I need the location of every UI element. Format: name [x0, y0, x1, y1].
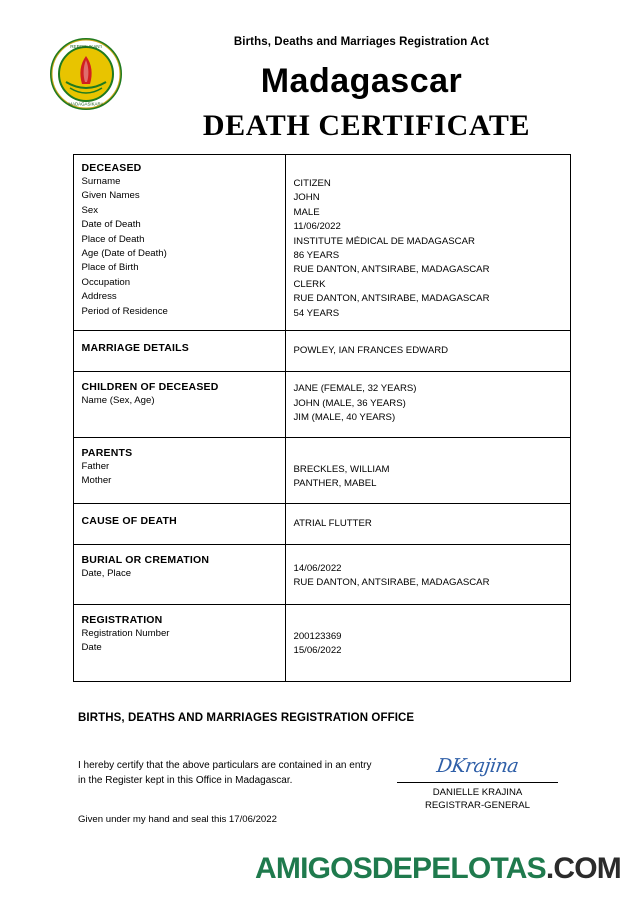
table-row-registration: [73, 604, 570, 681]
value-surname: CITIZEN: [293, 178, 331, 189]
label-father: Father: [81, 460, 110, 472]
deceased-values-spacer: [294, 162, 562, 177]
value-father: BRECKLES, WILLIAM: [293, 463, 390, 475]
table-row-parents: [73, 437, 570, 503]
burial-label-cell: [73, 544, 285, 604]
value-burial-place: RUE DANTON, ANTSIRABE, MADAGASCAR: [293, 577, 490, 589]
national-seal-icon: [50, 38, 122, 110]
svg-text:REPOBLIKAN'I: REPOBLIKAN'I: [70, 44, 102, 49]
marriage-label-cell: [73, 331, 285, 372]
signature-block: [395, 750, 560, 812]
deceased-values-cell: [285, 155, 570, 331]
certification-line-2: in the Register kept in this Office in Madagascar.: [78, 774, 293, 786]
table-row-children: [73, 372, 570, 437]
burial-values-cell: [285, 544, 570, 604]
certification-line-1: I hereby certify that the above particulars are contained in an entry: [78, 759, 372, 771]
label-given-names: Given Names: [81, 190, 140, 202]
registrar-name: DANIELLE KRAJINA: [432, 786, 523, 798]
parents-values-cell: [285, 437, 570, 503]
table-row-deceased: [73, 155, 570, 331]
cause-value-cell: [285, 503, 570, 544]
parents-labels-cell: [73, 437, 285, 503]
label-place-of-death: Place of Death: [81, 233, 145, 245]
value-child-2: JOHN (MALE, 36 YEARS): [293, 397, 406, 409]
label-period-of-residence: Period of Residence: [81, 305, 168, 317]
svg-text:MADAGASIKARA: MADAGASIKARA: [68, 101, 104, 107]
value-child-1: JANE (FEMALE, 32 YEARS): [293, 383, 417, 395]
value-registration-number: 200123369: [293, 630, 342, 642]
value-child-3: JIM (MALE, 40 YEARS): [293, 412, 396, 424]
value-place-of-birth: RUE DANTON, ANTSIRABE, MADAGASCAR: [293, 264, 490, 276]
registration-labels-cell: [73, 604, 285, 681]
label-age-at-death: Age (Date of Death): [81, 248, 167, 260]
value-registration-date: 15/06/2022: [293, 645, 342, 657]
registration-values-spacer: [294, 615, 562, 630]
value-address: RUE DANTON, ANTSIRABE, MADAGASCAR: [293, 293, 490, 305]
parents-values-spacer: [294, 448, 562, 463]
label-registration-date: Date: [81, 642, 102, 654]
document-title: DEATH CERTIFICATE: [202, 109, 531, 142]
label-child-name-sex-age: Name (Sex, Age): [81, 395, 155, 407]
label-burial-date-place: Date, Place: [81, 567, 132, 579]
section-title-burial: BURIAL OR CREMATION: [81, 553, 210, 566]
value-sex: MALE: [293, 206, 320, 218]
table-row-burial: [73, 544, 570, 604]
registration-values-cell: [285, 604, 570, 681]
section-title-children: CHILDREN OF DECEASED: [81, 381, 219, 394]
children-label-cell: [73, 372, 285, 437]
value-date-of-death: 11/06/2022: [293, 221, 341, 233]
value-occupation: CLERK: [293, 278, 326, 290]
label-mother: Mother: [81, 475, 112, 487]
label-place-of-birth: Place of Birth: [81, 262, 139, 274]
children-values-cell: [285, 372, 570, 437]
label-sex: Sex: [81, 204, 99, 216]
registrar-role: REGISTRAR-GENERAL: [424, 799, 531, 811]
value-given-names: JOHN: [293, 192, 320, 204]
value-mother: PANTHER, MABEL: [293, 478, 377, 490]
value-burial-date: 14/06/2022: [293, 562, 342, 574]
table-row-marriage: [73, 331, 570, 372]
section-title-deceased: DECEASED: [81, 162, 142, 174]
section-title-registration: REGISTRATION: [81, 613, 163, 626]
signature-image: DKrajina: [435, 754, 520, 777]
given-under-hand-text: Given under my hand and seal this 17/06/2022: [78, 813, 277, 825]
value-marriage-details: POWLEY, IAN FRANCES EDWARD: [293, 345, 449, 357]
watermark-name: AMIGOSDEPELOTAS: [255, 852, 546, 885]
certification-block: [78, 754, 568, 848]
label-surname: Surname: [81, 176, 121, 187]
site-watermark: [0, 852, 643, 886]
value-age-at-death: 86 YEARS: [293, 250, 340, 262]
watermark-tld: .COM: [545, 852, 621, 885]
label-date-of-death: Date of Death: [81, 219, 141, 231]
section-title-cause-of-death: CAUSE OF DEATH: [81, 514, 177, 527]
act-title: Births, Deaths and Marriages Registration Act: [233, 36, 490, 48]
deceased-labels-cell: [73, 155, 285, 331]
label-registration-number: Registration Number: [81, 627, 170, 639]
cause-label-cell: [73, 503, 285, 544]
document-header: [0, 0, 643, 140]
table-row-cause-of-death: [73, 503, 570, 544]
marriage-value-cell: [285, 331, 570, 372]
section-title-parents: PARENTS: [81, 446, 133, 459]
label-address: Address: [81, 291, 117, 303]
certification-text: [78, 758, 418, 788]
certificate-table: [73, 154, 571, 682]
value-place-of-death: INSTITUTE MÉDICAL DE MADAGASCAR: [293, 235, 475, 247]
section-title-marriage: MARRIAGE DETAILS: [81, 342, 189, 355]
country-name: Madagascar: [260, 62, 463, 100]
label-occupation: Occupation: [81, 276, 131, 288]
value-cause-of-death: ATRIAL FLUTTER: [293, 517, 372, 529]
value-period-of-residence: 54 YEARS: [293, 307, 340, 319]
registration-office-title: BIRTHS, DEATHS AND MARRIAGES REGISTRATION OFFICE: [78, 711, 415, 724]
